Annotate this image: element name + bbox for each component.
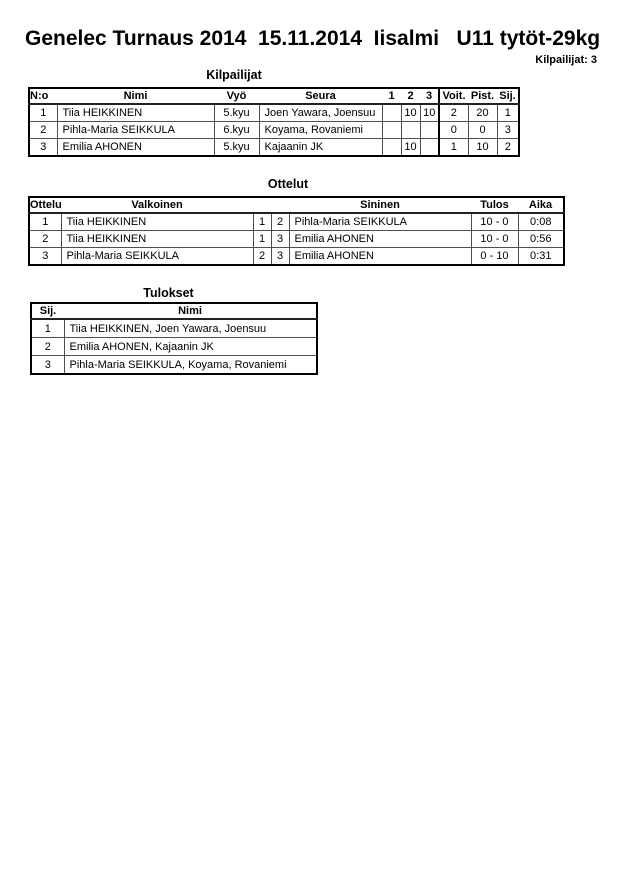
cell-wins: 2 bbox=[439, 104, 468, 122]
cell-result: 0 - 10 bbox=[471, 248, 518, 266]
cell-name: Pihla-Maria SEIKKULA, Koyama, Rovaniemi bbox=[64, 356, 317, 375]
cell-time: 0:31 bbox=[518, 248, 564, 266]
result-row bbox=[31, 338, 317, 356]
col-belt: Vyö bbox=[214, 88, 259, 104]
col-white-no-spacer bbox=[253, 197, 271, 213]
col-time: Aika bbox=[518, 197, 564, 213]
competitors-table bbox=[28, 87, 520, 157]
cell-wins: 0 bbox=[439, 122, 468, 139]
cell-club: Koyama, Rovaniemi bbox=[259, 122, 382, 139]
cell-points: 10 bbox=[468, 139, 497, 157]
result-row bbox=[31, 356, 317, 375]
cell-points: 20 bbox=[468, 104, 497, 122]
cell-no: 3 bbox=[29, 139, 57, 157]
col-round-3: 3 bbox=[420, 88, 439, 104]
cell-wins: 1 bbox=[439, 139, 468, 157]
col-result: Tulos bbox=[471, 197, 518, 213]
cell-name: Emilia AHONEN, Kajaanin JK bbox=[64, 338, 317, 356]
cell-white-no: 2 bbox=[253, 248, 271, 266]
cell-time: 0:56 bbox=[518, 231, 564, 248]
cell-round-1 bbox=[382, 104, 401, 122]
cell-round-3 bbox=[420, 139, 439, 157]
cell-round-3: 10 bbox=[420, 104, 439, 122]
cell-white: Pihla-Maria SEIKKULA bbox=[61, 248, 253, 266]
col-round-1: 1 bbox=[382, 88, 401, 104]
cell-blue: Emilia AHONEN bbox=[289, 248, 471, 266]
cell-round-2 bbox=[401, 122, 420, 139]
col-blue-no-spacer bbox=[271, 197, 289, 213]
cell-round-2: 10 bbox=[401, 104, 420, 122]
cell-name: Pihla-Maria SEIKKULA bbox=[57, 122, 214, 139]
cell-belt: 6.kyu bbox=[214, 122, 259, 139]
cell-match: 3 bbox=[29, 248, 61, 266]
cell-belt: 5.kyu bbox=[214, 139, 259, 157]
cell-blue: Pihla-Maria SEIKKULA bbox=[289, 213, 471, 231]
cell-round-1 bbox=[382, 139, 401, 157]
cell-blue-no: 3 bbox=[271, 231, 289, 248]
cell-place: 1 bbox=[497, 104, 519, 122]
cell-place: 2 bbox=[497, 139, 519, 157]
competitors-header-row bbox=[29, 88, 519, 104]
competitor-row bbox=[29, 139, 519, 157]
col-name: Nimi bbox=[57, 88, 214, 104]
cell-name: Emilia AHONEN bbox=[57, 139, 214, 157]
cell-result: 10 - 0 bbox=[471, 231, 518, 248]
col-place: Sij. bbox=[31, 303, 64, 319]
cell-white-no: 1 bbox=[253, 231, 271, 248]
competitor-count-label: Kilpailijat: 3 bbox=[535, 54, 597, 66]
col-white: Valkoinen bbox=[61, 197, 253, 213]
cell-round-2: 10 bbox=[401, 139, 420, 157]
matches-section-title: Ottelut bbox=[267, 177, 309, 191]
cell-place: 3 bbox=[497, 122, 519, 139]
cell-name: Tiia HEIKKINEN bbox=[57, 104, 214, 122]
cell-place: 3 bbox=[31, 356, 64, 375]
cell-blue: Emilia AHONEN bbox=[289, 231, 471, 248]
col-wins: Voit. bbox=[439, 88, 468, 104]
cell-club: Joen Yawara, Joensuu bbox=[259, 104, 382, 122]
matches-header-row bbox=[29, 197, 564, 213]
col-no: N:o bbox=[29, 88, 57, 104]
cell-place: 1 bbox=[31, 319, 64, 338]
cell-time: 0:08 bbox=[518, 213, 564, 231]
col-points: Pist. bbox=[468, 88, 497, 104]
match-row bbox=[29, 231, 564, 248]
col-name: Nimi bbox=[64, 303, 317, 319]
results-header-row bbox=[31, 303, 317, 319]
match-row bbox=[29, 248, 564, 266]
col-blue: Sininen bbox=[289, 197, 471, 213]
cell-round-3 bbox=[420, 122, 439, 139]
results-section-title: Tulokset bbox=[143, 286, 194, 300]
results-table bbox=[30, 302, 318, 375]
cell-points: 0 bbox=[468, 122, 497, 139]
cell-match: 2 bbox=[29, 231, 61, 248]
cell-white: Tiia HEIKKINEN bbox=[61, 231, 253, 248]
result-row bbox=[31, 319, 317, 338]
cell-round-1 bbox=[382, 122, 401, 139]
cell-club: Kajaanin JK bbox=[259, 139, 382, 157]
cell-blue-no: 2 bbox=[271, 213, 289, 231]
competitor-row bbox=[29, 104, 519, 122]
col-place: Sij. bbox=[497, 88, 519, 104]
cell-blue-no: 3 bbox=[271, 248, 289, 266]
competitors-section-title: Kilpailijat bbox=[206, 68, 262, 82]
page-title: Genelec Turnaus 2014 15.11.2014 Iisalmi U11 tytöt-29kg bbox=[25, 27, 601, 50]
match-row bbox=[29, 213, 564, 231]
cell-no: 2 bbox=[29, 122, 57, 139]
cell-result: 10 - 0 bbox=[471, 213, 518, 231]
col-round-2: 2 bbox=[401, 88, 420, 104]
cell-name: Tiia HEIKKINEN, Joen Yawara, Joensuu bbox=[64, 319, 317, 338]
cell-white: Tiia HEIKKINEN bbox=[61, 213, 253, 231]
cell-white-no: 1 bbox=[253, 213, 271, 231]
matches-table bbox=[28, 196, 565, 266]
cell-no: 1 bbox=[29, 104, 57, 122]
cell-match: 1 bbox=[29, 213, 61, 231]
col-club: Seura bbox=[259, 88, 382, 104]
col-match: Ottelu bbox=[30, 199, 62, 211]
cell-place: 2 bbox=[31, 338, 64, 356]
cell-belt: 5.kyu bbox=[214, 104, 259, 122]
competitor-row bbox=[29, 122, 519, 139]
